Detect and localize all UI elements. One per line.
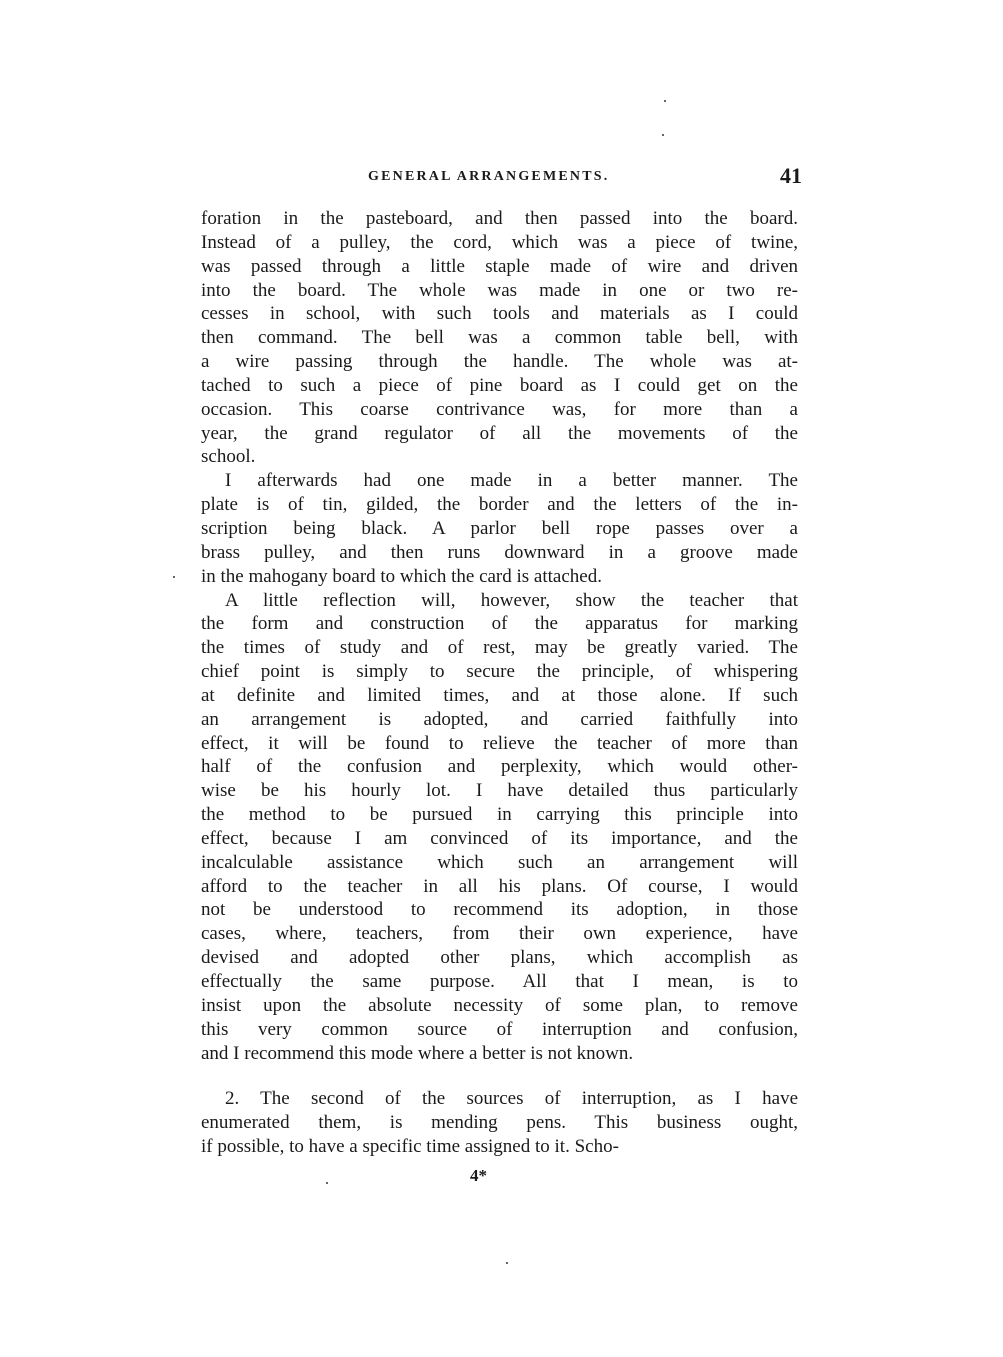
- text-line: at definite and limited times, and at those alone. If such: [201, 684, 798, 706]
- text-line: school.: [201, 446, 256, 468]
- text-line: cases, where, teachers, from their own experience, have: [201, 923, 798, 945]
- text-line: into the board. The whole was made in one or two re-: [201, 279, 798, 301]
- paragraph-gap: [201, 1065, 798, 1087]
- page-header: [200, 163, 830, 193]
- text-line: if possible, to have a specific time assigned to it. Scho-: [201, 1136, 619, 1158]
- text-line: then command. The bell was a common table bell, with: [201, 327, 798, 349]
- paragraph: [201, 589, 798, 1066]
- text-line: effect, it will be found to relieve the teacher of more than: [201, 732, 798, 754]
- text-line: foration in the pasteboard, and then passed into the board.: [201, 208, 798, 229]
- text-line: wise be his hourly lot. I have detailed thus particularly: [201, 780, 798, 802]
- text-line: this very common source of interruption and confusion,: [201, 1018, 798, 1040]
- running-head: GENERAL ARRANGEMENTS.: [368, 169, 610, 184]
- paper-speck: [662, 134, 664, 136]
- text-line: devised and adopted other plans, which accomplish as: [201, 947, 798, 969]
- text-line: chief point is simply to secure the principle, of whispering: [201, 661, 798, 683]
- text-line: enumerated them, is mending pens. This business ought,: [201, 1112, 798, 1134]
- text-line: an arrangement is adopted, and carried faithfully into: [201, 708, 798, 730]
- text-line: the method to be pursued in carrying this principle into: [201, 804, 798, 826]
- text-line: occasion. This coarse contrivance was, for more than a: [201, 398, 798, 420]
- body-text: [201, 207, 798, 1159]
- text-line: effect, because I am convinced of its importance, and the: [201, 827, 798, 849]
- signature-mark: 4*: [470, 1166, 487, 1185]
- text-line: half of the confusion and perplexity, which would other-: [201, 756, 798, 778]
- text-line: effectually the same purpose. All that I mean, is to: [201, 971, 798, 992]
- paper-speck: [326, 1182, 328, 1184]
- text-line: afford to the teacher in all his plans. Of course, I would: [201, 875, 798, 897]
- page-number: 41: [780, 163, 802, 188]
- text-line: brass pulley, and then runs downward in a groove made: [201, 541, 798, 563]
- text-line: Instead of a pulley, the cord, which was a piece of twine,: [201, 231, 798, 253]
- paragraph: [201, 207, 798, 469]
- text-line: 2. The second of the sources of interruption, as I have: [225, 1088, 798, 1110]
- text-line: the form and construction of the apparatus for marking: [201, 613, 798, 635]
- text-line: year, the grand regulator of all the movements of the: [201, 422, 798, 444]
- text-line: and I recommend this mode where a better is not known.: [201, 1042, 634, 1064]
- text-line: plate is of tin, gilded, the border and the letters of the in-: [201, 494, 798, 516]
- text-line: I afterwards had one made in a better manner. The: [225, 470, 798, 492]
- paper-speck: [506, 1262, 508, 1264]
- text-line: A little reflection will, however, show the teacher that: [225, 589, 798, 611]
- text-line: tached to such a piece of pine board as I could get on the: [201, 374, 798, 396]
- paper-speck: [173, 576, 175, 578]
- text-line: incalculable assistance which such an arrangement will: [201, 851, 798, 873]
- text-line: the times of study and of rest, may be greatly varied. The: [201, 637, 798, 659]
- text-line: was passed through a little staple made of wire and driven: [201, 255, 798, 277]
- text-line: cesses in school, with such tools and materials as I could: [201, 303, 798, 325]
- text-line: in the mahogany board to which the card is attached.: [201, 565, 602, 587]
- text-line: a wire passing through the handle. The whole was at-: [201, 351, 798, 373]
- paper-speck: [664, 100, 666, 102]
- text-line: insist upon the absolute necessity of some plan, to remove: [201, 994, 798, 1016]
- paragraph: [201, 1087, 798, 1159]
- text-line: not be understood to recommend its adoption, in those: [201, 899, 798, 921]
- paragraph: [201, 469, 798, 588]
- text-line: scription being black. A parlor bell rope passes over a: [201, 517, 798, 539]
